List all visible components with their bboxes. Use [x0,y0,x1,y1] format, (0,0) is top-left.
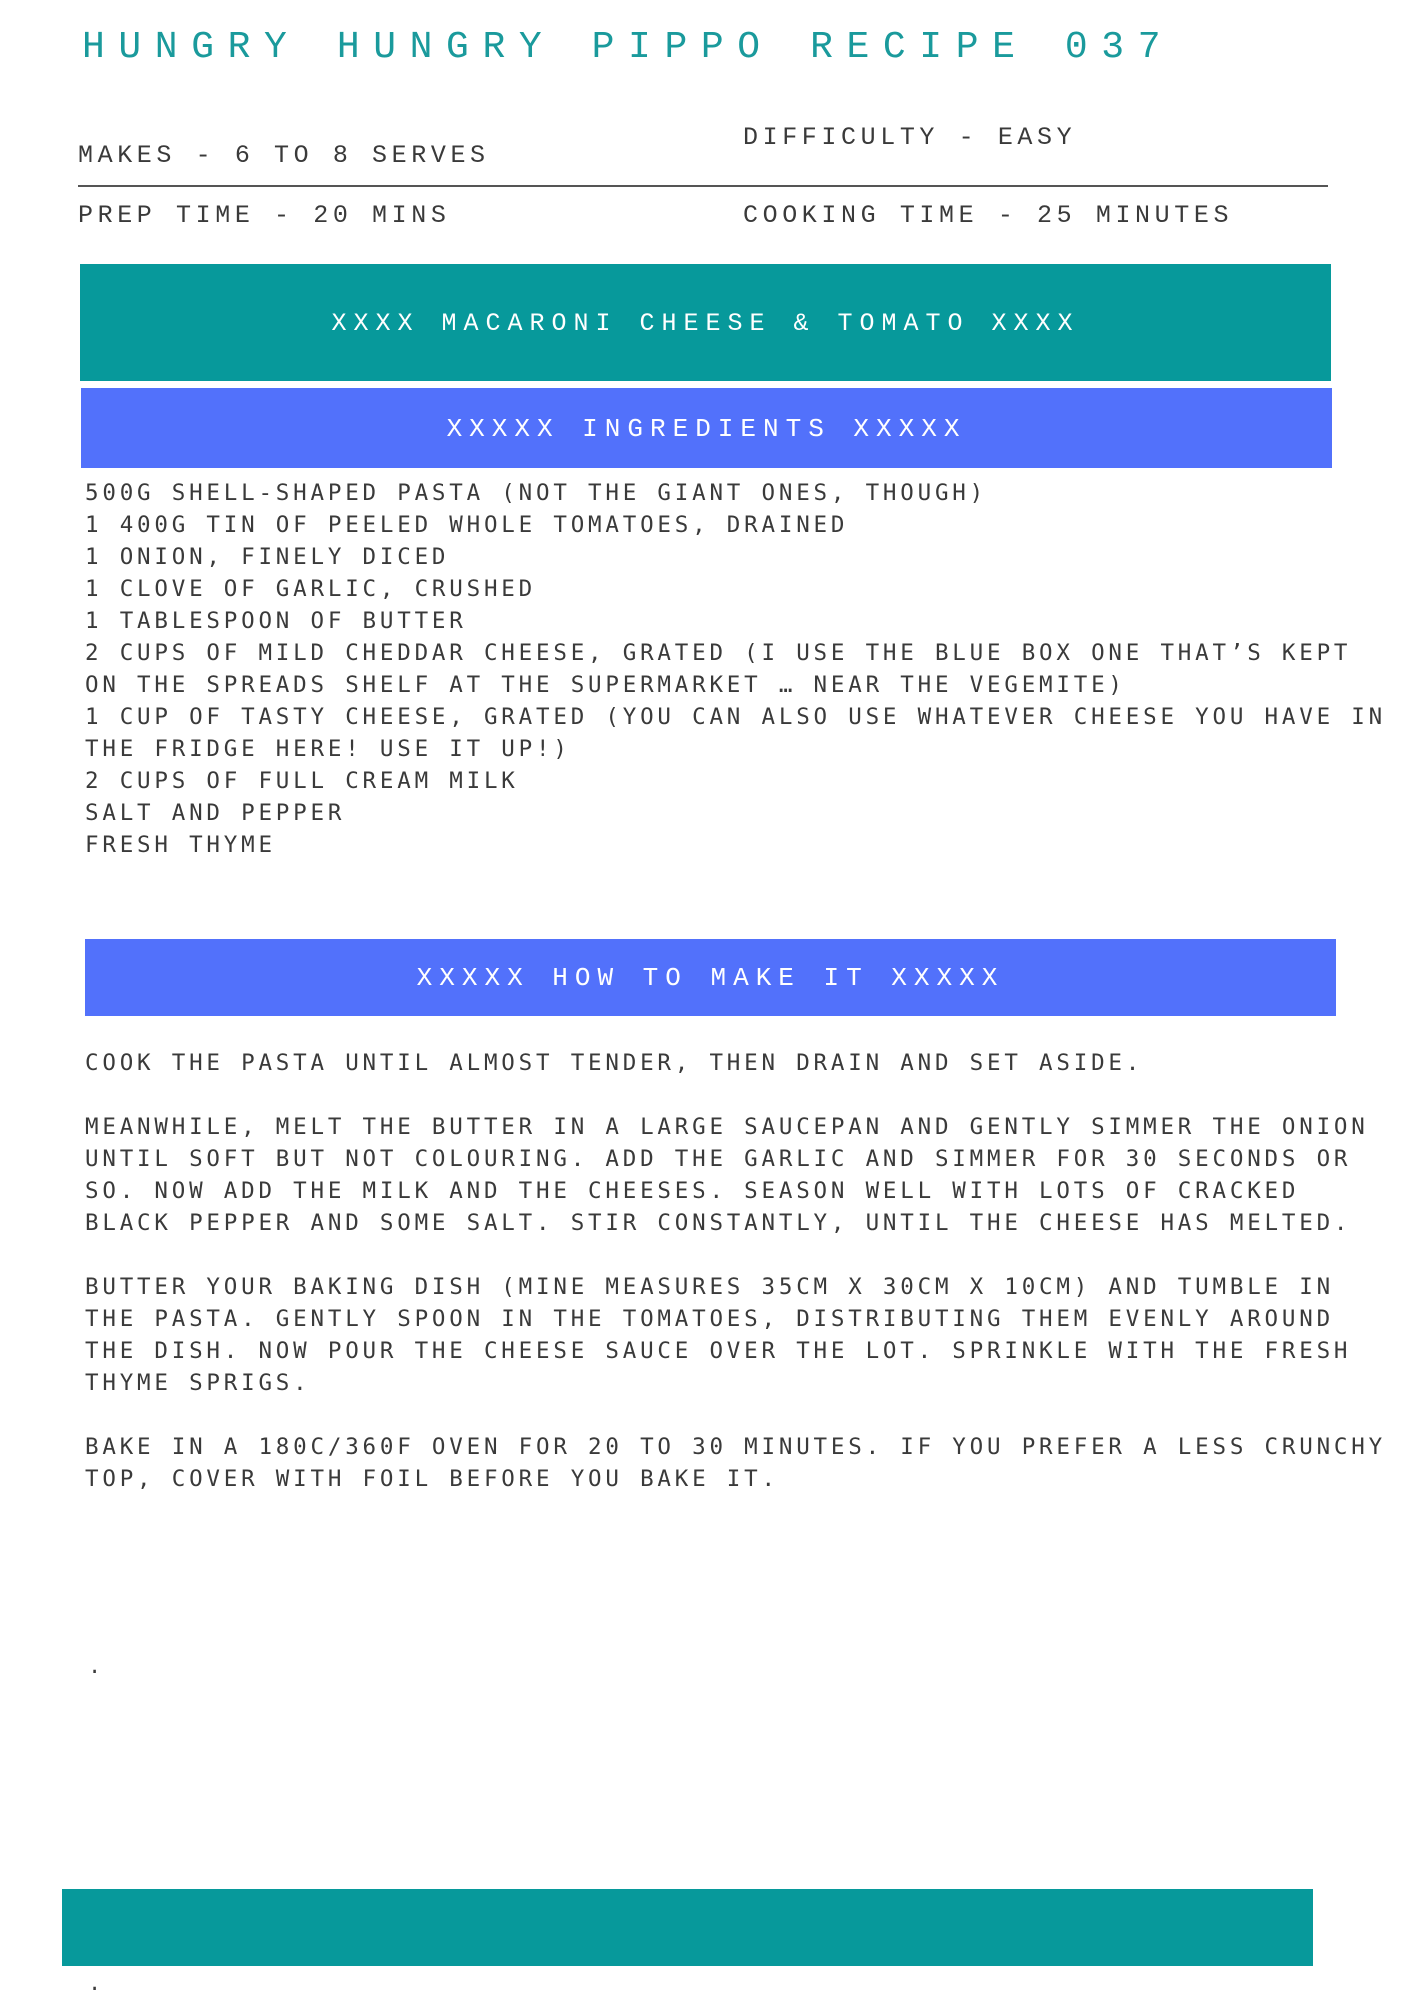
recipe-title: XXXX MACARONI CHEESE & TOMATO XXXX [331,309,1080,338]
method-heading: XXXXX HOW TO MAKE IT XXXXX [416,963,1005,993]
method-step-line: MEANWHILE, MELT THE BUTTER IN A LARGE SAUCEPAN AND GENTLY SIMMER THE ONION [85,1114,1369,1140]
recipe-title-banner [80,264,1331,381]
ingredient-line: 500G SHELL-SHAPED PASTA (NOT THE GIANT ONES, THOUGH) [85,480,987,506]
footer-dot: . [88,1655,102,1680]
method-step [85,1111,1369,1239]
ingredient-line: 1 ONION, FINELY DICED [85,544,450,570]
method-step-line: TOP, COVER WITH FOIL BEFORE YOU BAKE IT. [85,1466,779,1492]
method-step-line: BUTTER YOUR BAKING DISH (MINE MEASURES 35CM X 30CM X 10CM) AND TUMBLE IN [85,1274,1334,1300]
footer-dot-bottom: . [88,1972,102,1997]
ingredient-line: SALT AND PEPPER [85,800,346,826]
ingredient-line: 2 CUPS OF MILD CHEDDAR CHEESE, GRATED (I USE THE BLUE BOX ONE THAT’S KEPT [85,640,1352,666]
ingredient-line: 1 CUP OF TASTY CHEESE, GRATED (YOU CAN ALSO USE WHATEVER CHEESE YOU HAVE IN [85,704,1386,730]
ingredients-banner [81,388,1332,468]
method-step-line: BAKE IN A 180C/360F OVEN FOR 20 TO 30 MINUTES. IF YOU PREFER A LESS CRUNCHY [85,1434,1386,1460]
divider [78,185,1328,187]
ingredient-line: 1 CLOVE OF GARLIC, CRUSHED [85,576,536,602]
method-step-line: THE DISH. NOW POUR THE CHEESE SAUCE OVER THE LOT. SPRINKLE WITH THE FRESH [85,1338,1352,1364]
makes-label: MAKES - 6 TO 8 SERVES [78,141,490,170]
method-step [85,1047,1355,1079]
ingredients-heading: XXXXX INGREDIENTS XXXXX [446,414,967,444]
ingredient-line: 1 400G TIN OF PEELED WHOLE TOMATOES, DRAINED [85,512,849,538]
ingredient-line: 2 CUPS OF FULL CREAM MILK [85,768,519,794]
difficulty-label: DIFFICULTY - EASY [743,123,1077,152]
method-step-line: THE PASTA. GENTLY SPOON IN THE TOMATOES, DISTRIBUTING THEM EVENLY AROUND [85,1306,1334,1332]
method-step-line: BLACK PEPPER AND SOME SALT. STIR CONSTANTLY, UNTIL THE CHEESE HAS MELTED. [85,1210,1352,1236]
method-step-line: UNTIL SOFT BUT NOT COLOURING. ADD THE GARLIC AND SIMMER FOR 30 SECONDS OR [85,1146,1352,1172]
ingredients-list [85,477,1386,861]
method-step [85,1271,1355,1399]
method-banner [85,939,1336,1016]
method-steps [85,1047,1386,1527]
ingredient-line: ON THE SPREADS SHELF AT THE SUPERMARKET … NEAR THE VEGEMITE) [85,672,1126,698]
method-step-line: THYME SPRIGS. [85,1370,311,1396]
method-step [85,1431,1386,1495]
ingredient-line: 1 TABLESPOON OF BUTTER [85,608,467,634]
method-step-line: COOK THE PASTA UNTIL ALMOST TENDER, THEN DRAIN AND SET ASIDE. [85,1050,1144,1076]
method-step-line: SO. NOW ADD THE MILK AND THE CHEESES. SEASON WELL WITH LOTS OF CRACKED [85,1178,1300,1204]
footer-banner [62,1889,1313,1966]
ingredient-line: THE FRIDGE HERE! USE IT UP!) [85,736,571,762]
ingredient-line: FRESH THYME [85,832,276,858]
page-title: HUNGRY HUNGRY PIPPO RECIPE 037 [82,26,1175,69]
cooking-time-label: COOKING TIME - 25 MINUTES [743,201,1234,230]
prep-time-label: PREP TIME - 20 MINS [78,201,451,230]
